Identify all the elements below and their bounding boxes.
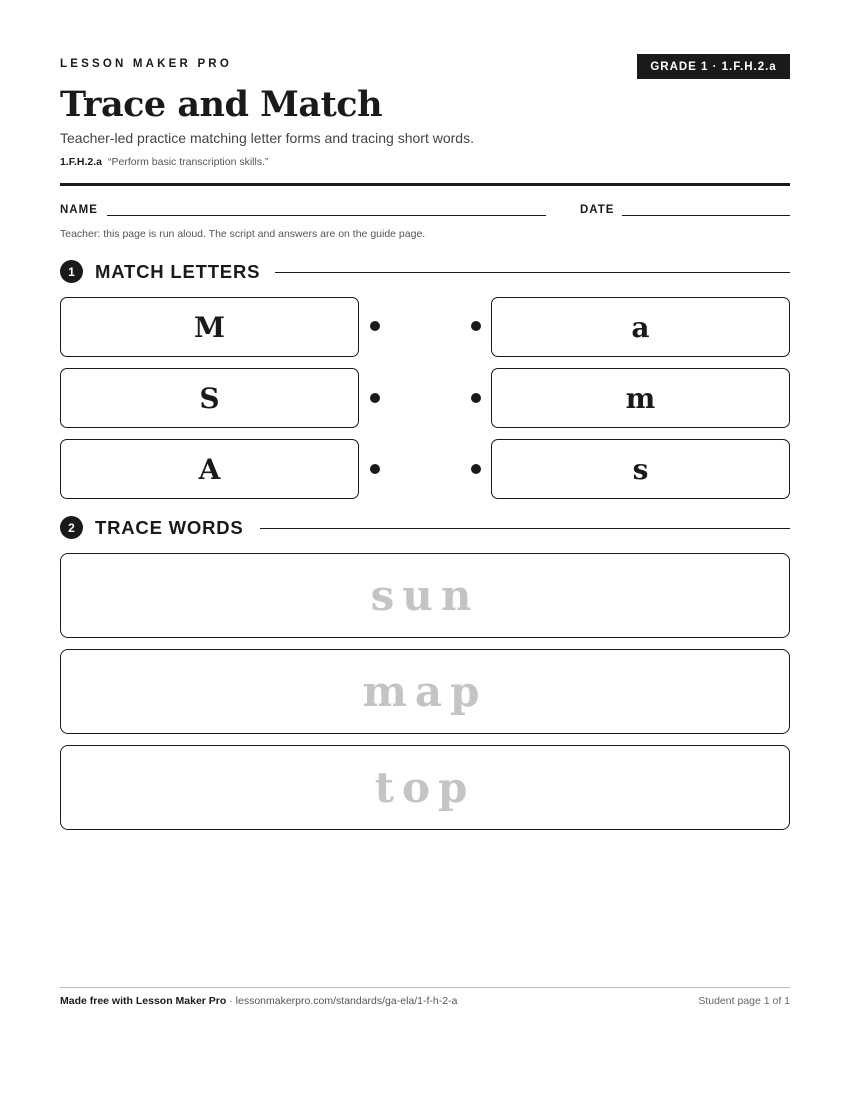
page-subtitle: Teacher-led practice matching letter forms and tracing short words. (60, 130, 474, 146)
trace-word: top (374, 763, 476, 812)
trace-box[interactable] (60, 553, 790, 638)
match-dot-right[interactable] (471, 321, 481, 331)
trace-box[interactable] (60, 745, 790, 830)
right-letter-card: m (491, 368, 790, 428)
page-title: Trace and Match (60, 84, 383, 125)
section-2-title: TRACE WORDS (95, 516, 244, 538)
trace-box[interactable] (60, 649, 790, 734)
trace-word: map (362, 667, 488, 716)
teacher-note: Teacher: this page is run aloud. The script and answers are on the guide page. (60, 228, 426, 240)
footer-url[interactable]: lessonmakerpro.com/standards/ga-ela/1-f-h-2-a (235, 995, 458, 1007)
footer-divider (60, 987, 790, 988)
section-2-heading (60, 516, 244, 539)
date-field[interactable] (622, 215, 790, 216)
standard-code: 1.F.H.2.a (60, 156, 103, 168)
footer-page-number: Student page 1 of 1 (698, 995, 790, 1007)
match-dot-right[interactable] (471, 464, 481, 474)
section-2-rule (260, 528, 790, 529)
trace-word: sun (370, 571, 480, 620)
section-1-rule (275, 272, 790, 273)
brand-name: LESSON MAKER PRO (60, 58, 232, 70)
section-1-title: MATCH LETTERS (95, 260, 261, 282)
section-1-heading (60, 260, 260, 283)
standard-line (60, 156, 268, 168)
footer-separator: · (226, 995, 236, 1007)
right-letter-card: a (491, 297, 790, 357)
grade-badge: GRADE 1 · 1.F.H.2.a (637, 54, 790, 79)
right-letter-card: s (491, 439, 790, 499)
left-letter-card: A (60, 439, 359, 499)
left-letter-card: S (60, 368, 359, 428)
section-2-number: 2 (60, 516, 83, 539)
left-letter-card: M (60, 297, 359, 357)
date-label: DATE (580, 204, 615, 216)
footer-credit (60, 995, 457, 1007)
header-divider (60, 183, 790, 186)
footer-made-with: Made free with Lesson Maker Pro (60, 995, 227, 1007)
match-dot-right[interactable] (471, 393, 481, 403)
standard-text: “Perform basic transcription skills.” (108, 156, 269, 168)
match-dot-left[interactable] (370, 464, 380, 474)
section-1-number: 1 (60, 260, 83, 283)
name-field[interactable] (107, 215, 546, 216)
match-dot-left[interactable] (370, 321, 380, 331)
match-dot-left[interactable] (370, 393, 380, 403)
name-label: NAME (60, 204, 98, 216)
